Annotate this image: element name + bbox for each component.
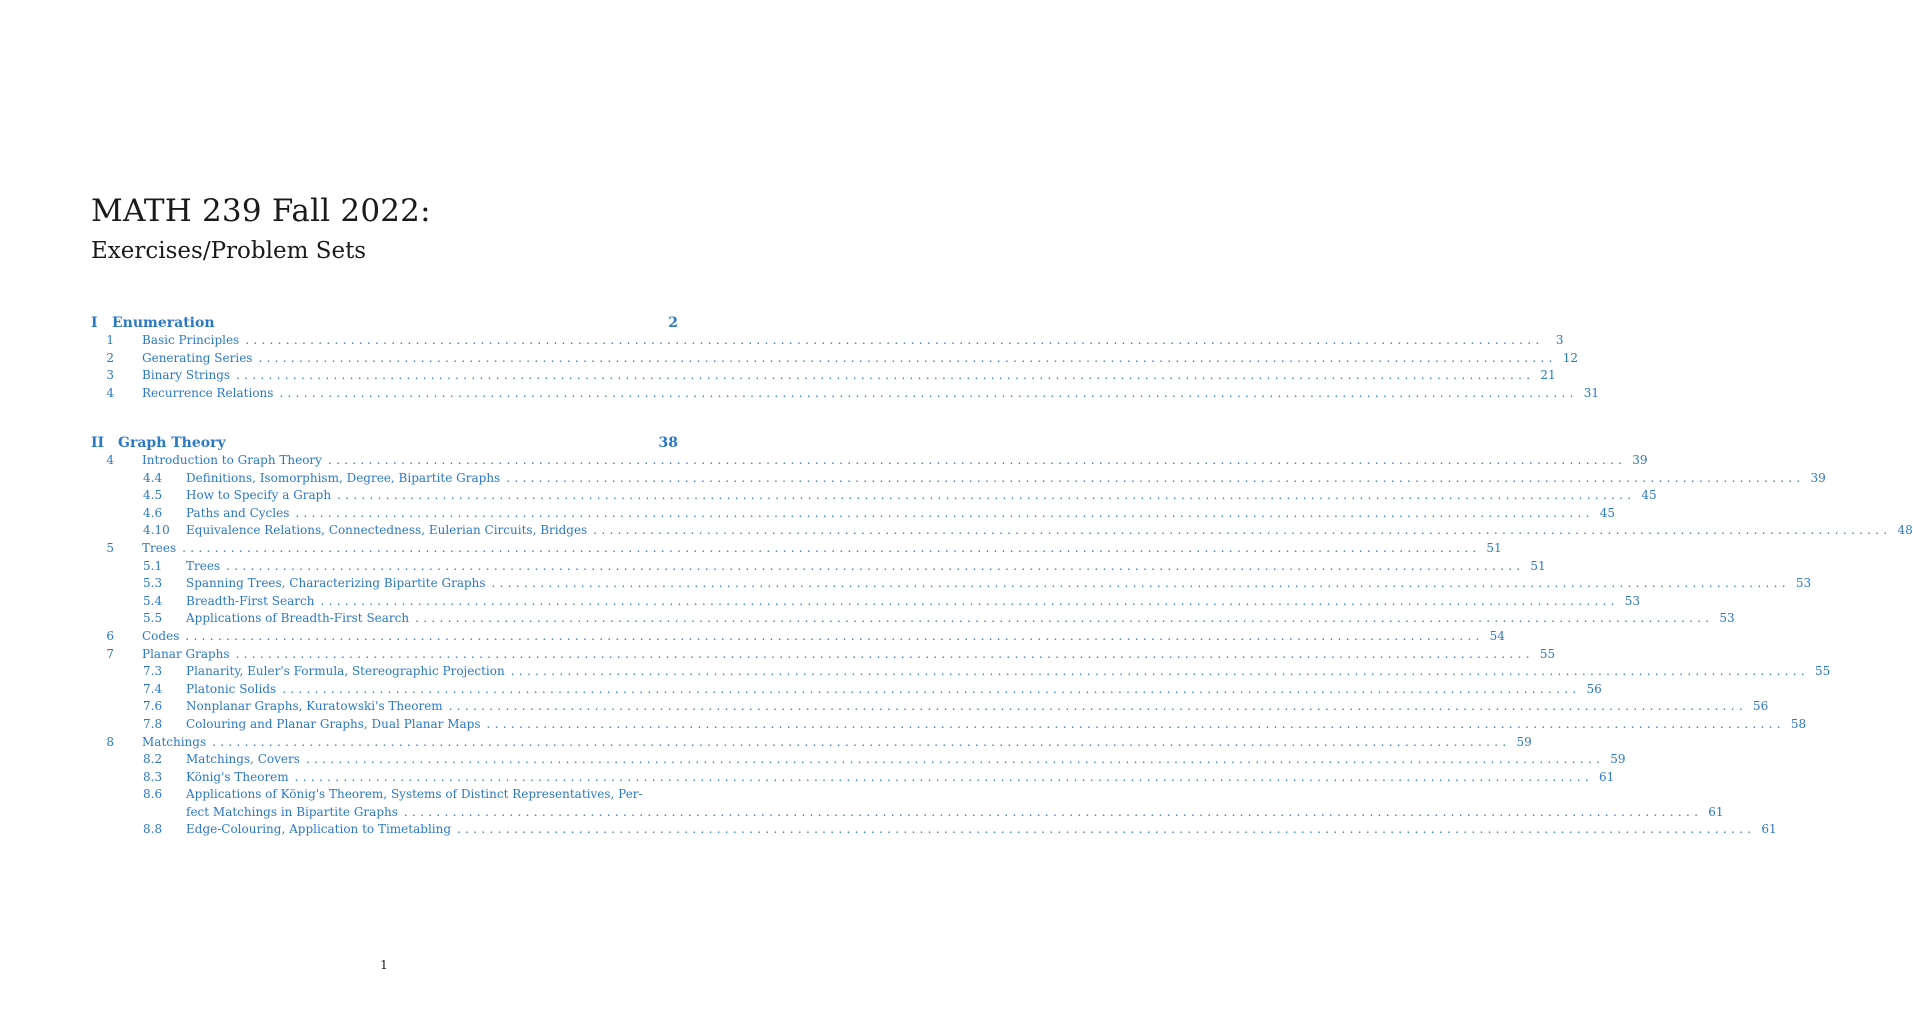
toc-entry[interactable]: [91, 367, 1556, 385]
toc-entry[interactable]: [91, 522, 1913, 540]
entry-page-link[interactable]: 31: [1583, 385, 1600, 400]
part-page-link[interactable]: 2: [668, 315, 678, 331]
entry-number: 5.1: [143, 558, 163, 573]
entry-title-link[interactable]: König's Theorem: [186, 769, 289, 784]
document-subtitle: Exercises/Problem Sets: [91, 238, 367, 264]
entry-title-link[interactable]: Spanning Trees, Characterizing Bipartite Graphs: [186, 576, 486, 591]
part-number: II: [91, 435, 105, 451]
dot-leader: ................................................................................................................................................................: [403, 804, 1703, 819]
entry-page-link[interactable]: 3: [1555, 333, 1564, 347]
dot-leader: ................................................................................................................................................................: [486, 716, 1785, 731]
toc-entry[interactable]: [91, 821, 1777, 839]
entry-page-link[interactable]: 55: [1815, 664, 1831, 679]
entry-number: 5: [106, 540, 114, 555]
entry-title-link[interactable]: Planarity, Euler's Formula, Stereographic Projection: [186, 664, 505, 679]
entry-page-link[interactable]: 53: [1795, 576, 1812, 591]
entry-title-link[interactable]: Planar Graphs: [142, 646, 230, 661]
toc-entry[interactable]: [91, 610, 1735, 628]
part-number: I: [91, 315, 98, 331]
entry-page-link[interactable]: 54: [1489, 628, 1505, 643]
entry-number: 7.4: [143, 681, 163, 696]
entry-page-link[interactable]: 59: [1516, 734, 1532, 749]
entry-page-link[interactable]: 45: [1599, 505, 1615, 520]
entry-title-link[interactable]: Matchings: [142, 734, 207, 749]
dot-leader: ................................................................................................................................................................: [327, 453, 1627, 467]
entry-number: 8.6: [143, 787, 163, 802]
entry-page-link[interactable]: 53: [1719, 611, 1735, 626]
toc-entry[interactable]: [91, 716, 1807, 734]
entry-number: 1: [106, 333, 114, 347]
document-title: MATH 239 Fall 2022:: [91, 193, 431, 229]
dot-leader: ................................................................................................................................................................: [320, 593, 1619, 608]
entry-title-link[interactable]: Applications of Breadth-First Search: [186, 611, 410, 626]
toc-entry[interactable]: [91, 350, 1579, 368]
entry-number: 6: [106, 628, 114, 643]
entry-page-link[interactable]: 39: [1632, 453, 1648, 467]
toc-entry[interactable]: [91, 558, 1546, 576]
dot-leader: ................................................................................................................................................................: [236, 368, 1535, 383]
dot-leader: ................................................................................................................................................................: [510, 664, 1810, 679]
page-number: 1: [380, 958, 388, 972]
entry-title-link[interactable]: Equivalence Relations, Connectedness, Eulerian Circuits, Bridges: [186, 523, 588, 538]
entry-page-link[interactable]: 61: [1761, 822, 1777, 837]
entry-page-link[interactable]: 56: [1586, 681, 1602, 696]
dot-leader: ................................................................................................................................................................: [305, 752, 1605, 767]
entry-number: 7.6: [143, 699, 163, 714]
entry-page-link[interactable]: 51: [1530, 558, 1546, 573]
entry-number: 8: [106, 734, 114, 749]
toc-part-heading[interactable]: [91, 434, 678, 452]
entry-page-link[interactable]: 48: [1897, 523, 1913, 538]
entry-title-link[interactable]: Basic Principles: [142, 333, 240, 347]
entry-title-link[interactable]: Matchings, Covers: [186, 752, 300, 767]
entry-number: 4.6: [143, 505, 163, 520]
toc-entry[interactable]: [91, 734, 1532, 752]
entry-number: 2: [106, 350, 114, 365]
part-title-link[interactable]: Enumeration: [112, 315, 215, 331]
dot-leader: ................................................................................................................................................................: [182, 540, 1481, 555]
toc-entry[interactable]: [91, 593, 1641, 611]
entry-title-link[interactable]: Trees: [142, 540, 177, 555]
entry-number: 8.2: [143, 752, 163, 767]
toc-part-enumeration: [91, 314, 1600, 402]
entry-title-link[interactable]: Breadth-First Search: [186, 593, 315, 608]
entry-title-link[interactable]: Applications of König's Theorem, Systems of Distinct Representatives, Per-: [186, 787, 643, 802]
entry-title-link[interactable]: Edge-Colouring, Application to Timetabling: [186, 822, 452, 837]
dot-leader: ................................................................................................................................................................: [282, 681, 1581, 696]
toc-entry[interactable]: [91, 452, 1648, 470]
dot-leader: ................................................................................................................................................................: [506, 470, 1805, 485]
entry-title-link[interactable]: Trees: [186, 558, 221, 573]
toc-entry[interactable]: [91, 470, 1826, 488]
entry-number: 8.8: [143, 822, 163, 837]
dot-leader: ................................................................................................................................................................: [212, 734, 1511, 749]
part-page-link[interactable]: 38: [658, 435, 678, 451]
entry-page-link[interactable]: 59: [1610, 752, 1626, 767]
toc-entry[interactable]: [91, 540, 1502, 558]
entry-number: 3: [106, 368, 114, 383]
entry-page-link[interactable]: 55: [1539, 646, 1556, 661]
entry-number: 4.5: [143, 488, 163, 503]
entry-number: 8.3: [143, 769, 163, 784]
entry-title-link[interactable]: Nonplanar Graphs, Kuratowski's Theorem: [186, 699, 443, 714]
entry-number: 5.5: [143, 611, 163, 626]
entry-title-block[interactable]: [186, 786, 1723, 821]
entry-page-link[interactable]: 21: [1540, 368, 1556, 383]
entry-page-link[interactable]: 53: [1624, 593, 1641, 608]
entry-page-link[interactable]: 51: [1486, 540, 1502, 555]
dot-leader: ................................................................................................................................................................: [457, 822, 1756, 837]
entry-title-link[interactable]: Generating Series: [142, 350, 253, 365]
entry-title-link[interactable]: Codes: [142, 628, 180, 643]
toc-entry[interactable]: [91, 769, 1615, 787]
dot-leader: ................................................................................................................................................................: [448, 699, 1747, 714]
entry-page-link[interactable]: 39: [1810, 470, 1826, 485]
entry-number: 4.10: [143, 523, 170, 538]
entry-title-link[interactable]: Platonic Solids: [186, 681, 277, 696]
entry-number: 4: [106, 385, 114, 400]
entry-page-link[interactable]: 61: [1708, 804, 1724, 819]
entry-title-link[interactable]: How to Specify a Graph: [186, 488, 332, 503]
toc-entry[interactable]: [91, 332, 1564, 350]
entry-page-link[interactable]: 58: [1790, 716, 1807, 731]
toc-entry[interactable]: [91, 786, 1724, 821]
toc-entry[interactable]: [91, 646, 1556, 664]
part-title-link[interactable]: Graph Theory: [118, 435, 226, 451]
entry-number: 5.3: [143, 576, 163, 591]
dot-leader: ................................................................................................................................................................: [491, 576, 1790, 591]
entry-title-link[interactable]: Paths and Cycles: [186, 505, 290, 520]
dot-leader: ................................................................................................................................................................: [593, 523, 1892, 538]
dot-leader: ................................................................................................................................................................: [295, 505, 1594, 520]
toc-entry[interactable]: [91, 487, 1657, 505]
entry-title-link[interactable]: fect Matchings in Bipartite Graphs: [186, 804, 398, 819]
toc-entry[interactable]: [91, 698, 1769, 716]
toc-entry[interactable]: [91, 628, 1505, 646]
dot-leader: ................................................................................................................................................................: [226, 558, 1525, 573]
entry-page-link[interactable]: 61: [1598, 769, 1615, 784]
entry-page-link[interactable]: 45: [1641, 488, 1657, 503]
entry-title-link[interactable]: Colouring and Planar Graphs, Dual Planar Maps: [186, 716, 481, 731]
toc-entry[interactable]: [91, 385, 1600, 403]
entry-title-link[interactable]: Recurrence Relations: [142, 385, 274, 400]
entry-title-link[interactable]: Introduction to Graph Theory: [142, 453, 322, 467]
dot-leader: ................................................................................................................................................................: [294, 769, 1593, 784]
entry-number: 4.4: [143, 470, 163, 485]
dot-leader: ................................................................................................................................................................: [245, 333, 1544, 347]
toc-entry[interactable]: [91, 505, 1615, 523]
entry-number: 5.4: [143, 593, 163, 608]
toc-entry[interactable]: [91, 681, 1602, 699]
dot-leader: ................................................................................................................................................................: [185, 628, 1484, 643]
entry-number: 4: [106, 453, 114, 467]
entry-title-link[interactable]: Definitions, Isomorphism, Degree, Bipartite Graphs: [186, 470, 501, 485]
entry-page-link[interactable]: 56: [1753, 699, 1769, 714]
entry-page-link[interactable]: 12: [1562, 350, 1579, 365]
toc-entry[interactable]: [91, 575, 1812, 593]
dot-leader: ................................................................................................................................................................: [235, 646, 1534, 661]
toc-part-graph-theory: [91, 434, 1913, 839]
entry-title-link[interactable]: Binary Strings: [142, 368, 231, 383]
dot-leader: ................................................................................................................................................................: [258, 350, 1557, 365]
dot-leader: ................................................................................................................................................................: [337, 488, 1636, 503]
entry-number: 7: [106, 646, 114, 661]
toc-entry[interactable]: [91, 663, 1831, 681]
toc-entry[interactable]: [91, 751, 1626, 769]
entry-number: 7.8: [143, 716, 163, 731]
toc-part-heading[interactable]: [91, 314, 678, 332]
dot-leader: ................................................................................................................................................................: [279, 385, 1578, 400]
entry-number: 7.3: [143, 664, 163, 679]
dot-leader: ................................................................................................................................................................: [415, 611, 1714, 626]
